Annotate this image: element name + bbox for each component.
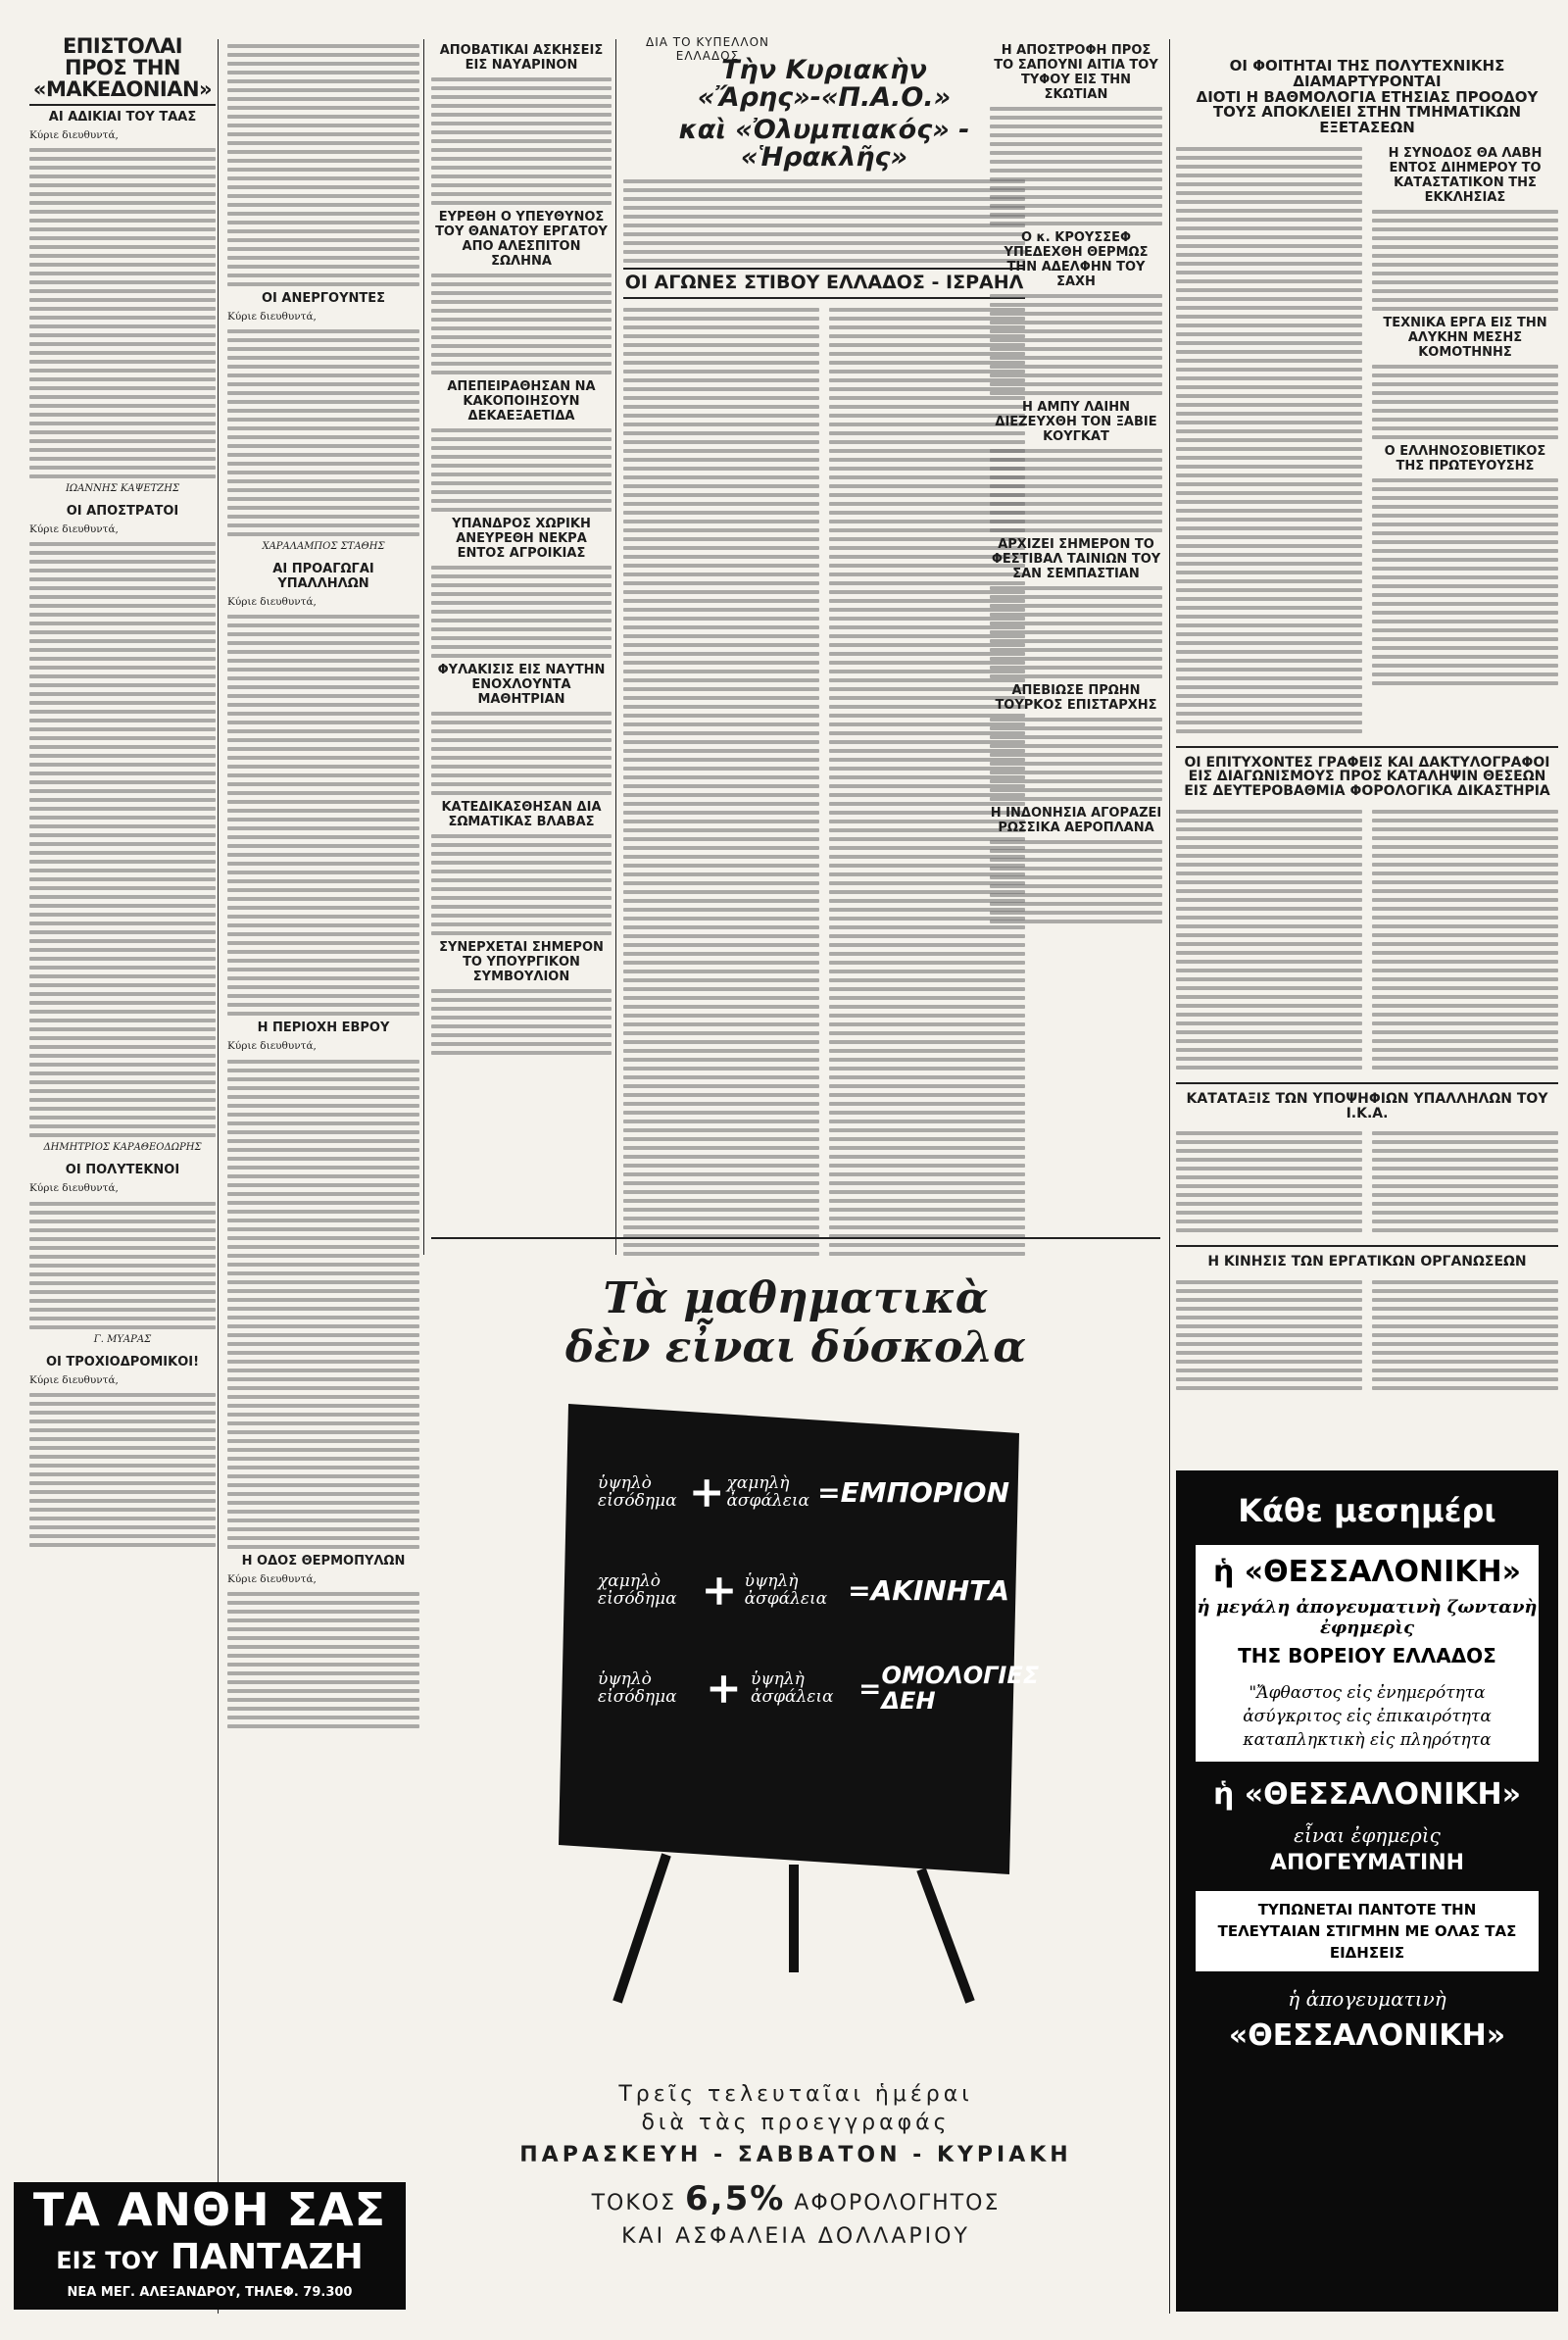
signature: Γ. ΜΥΑΡΑΣ (93, 1333, 152, 1345)
article-title: Η ΑΜΠΥ ΛΑΙΗΝ ΔΙΕΖΕΥΧΘΗ ΤΟΝ ΞΑΒΙΕ ΚΟΥΓΚΑΤ (995, 400, 1157, 444)
article-body (29, 1393, 216, 1547)
article-body (227, 44, 419, 286)
right-headline-2: ΔΙΟΤΙ Η ΒΑΘΜΟΛΟΓΙΑ ΕΤΗΣΙΑΣ ΠΡΟΟΔΟΥ (1196, 87, 1539, 106)
ad-math-headline-1: Τὰ μαθηματικὰ (603, 1273, 989, 1323)
article-title: ΟΙ ΑΠΟΣΤΡΑΤΟΙ (66, 504, 179, 520)
ad-th-brand1: ἡ «ΘΕΣΣΑΛΟΝΙΚΗ» (1212, 1555, 1522, 1589)
salutation: Κύριε διευθυντά, (227, 596, 317, 609)
article-body (227, 615, 419, 1016)
ad-footer-line1: Τρεῖς τελευταῖαι ἡμέραι (618, 2082, 973, 2107)
blackboard-equations (598, 1443, 1040, 1737)
article-title: ΑΠΕΠΕΙΡΑΘΗΣΑΝ ΝΑ ΚΑΚΟΠΟΙΗΣΟΥΝ ΔΕΚΑΕΞΑΕΤΙΔΑ (447, 379, 596, 423)
article-title: ΤΕΧΝΙΚΑ ΕΡΓΑ ΕΙΣ ΤΗΝ ΑΛΥΚΗΝ ΜΕΣΗΣ ΚΟΜΟΤΗΝΗΣ (1383, 315, 1547, 360)
thessaloniki-advertisement (1176, 1470, 1558, 2312)
article-title: Ο κ. ΚΡΟΥΣΣΕΦ ΥΠΕΔΕΧΘΗ ΘΕΡΜΩΣ ΤΗΝ ΑΔΕΛΦΗΝ ΤΟΥ ΣΑΧΗ (1004, 230, 1149, 289)
column-rule (423, 39, 424, 1255)
ad-th-brand2: ἡ «ΘΕΣΣΑΛΟΝΙΚΗ» (1212, 1777, 1522, 1812)
sports-kicker: ΔΙΑ ΤΟ ΚΥΠΕΛΛΟΝ ΕΛΛΑΔΟΣ (645, 35, 769, 63)
flowers-advertisement (14, 2182, 406, 2310)
ad-th-line7: ἡ ἀπογευματινὴ (1288, 1987, 1446, 2011)
equation-right: χαμηλὴ ἀσφάλεια (726, 1473, 809, 1511)
ad-flowers-address: ΝΕΑ ΜΕΓ. ΑΛΕΞΑΝΔΡΟΥ, ΤΗΛΕΦ. 79.300 (67, 2285, 353, 2300)
article-title: ΥΠΑΝΔΡΟΣ ΧΩΡΙΚΗ ΑΝΕΥΡΕΘΗ ΝΕΚΡΑ ΕΝΤΟΣ ΑΓΡΟΙΚΙΑΣ (452, 517, 591, 561)
article-title: ΑΙ ΑΔΙΚΙΑΙ ΤΟΥ ΤΑΑΣ (48, 110, 197, 125)
bond-advertisement (431, 1237, 1160, 2315)
salutation: Κύριε διευθυντά, (227, 1572, 317, 1585)
article-title: ΑΙ ΠΡΟΑΓΩΓΑΙ ΥΠΑΛΛΗΛΩΝ (272, 562, 374, 592)
equation-result: ΕΜΠΟΡΙΟΝ (840, 1475, 1010, 1509)
ad-th-line6: ΤΥΠΩΝΕΤΑΙ ΠΑΝΤΟΤΕ ΤΗΝ ΤΕΛΕΥΤΑΙΑΝ ΣΤΙΓΜΗΝ ΜΕ ΟΛΑΣ ΤΑΣ ΕΙΔΗΣΕΙΣ (1196, 1891, 1539, 1971)
article-title: ΚΑΤΕΔΙΚΑΣΘΗΣΑΝ ΔΙΑ ΣΩΜΑΤΙΚΑΣ ΒΛΑΒΑΣ (441, 800, 602, 829)
signature: ΙΩΑΝΝΗΣ ΚΑΨΕΤΖΗΣ (65, 483, 180, 495)
ad-th-line3: ΤΗΣ ΒΟΡΕΙΟΥ ΕΛΛΑΔΟΣ (1238, 1644, 1496, 1668)
article-body (29, 1202, 216, 1329)
ad-th-line2: ἡ μεγάλη ἀπογευματινὴ ζωντανὴ ἐφημερὶς (1197, 1597, 1538, 1638)
article-body (227, 1592, 419, 1728)
article-title: ΟΙ ΠΟΛΥΤΕΚΝΟΙ (65, 1163, 180, 1178)
article-title: ΕΥΡΕΘΗ Ο ΥΠΕΥΘΥΝΟΣ ΤΟΥ ΘΑΝΑΤΟΥ ΕΡΓΑΤΟΥ ΑΠΟ ΑΛΕΣΠΙΤΟΝ ΣΩΛΗΝΑ (435, 210, 608, 269)
sports-headline-1: Τὴν Κυριακὴν «Ἄρης»-«Π.Α.Ο.» (697, 55, 952, 114)
ad-footer-rate: 6,5% (685, 2179, 786, 2218)
ad-th-line5: ΑΠΟΓΕΥΜΑΤΙΝΗ (1269, 1851, 1465, 1875)
article-title: ΣΥΝΕΡΧΕΤΑΙ ΣΗΜΕΡΟΝ ΤΟ ΥΠΟΥΡΓΙΚΟΝ ΣΥΜΒΟΥΛΙΟΝ (439, 940, 604, 984)
equation-row: ὑψηλὸ εἰσόδημα + χαμηλὴ ἀσφάλεια = ΕΜΠΟΡΙΟΝ (598, 1467, 1010, 1518)
letters-headline: ΕΠΙΣΤΟΛΑΙ ΠΡΟΣ ΤΗΝ «ΜΑΚΕΔΟΝΙΑΝ» (32, 34, 213, 102)
signature: ΧΑΡΑΛΑΜΠΟΣ ΣΤΑΘΗΣ (262, 541, 385, 553)
article-title: Η ΙΝΔΟΝΗΣΙΑ ΑΓΟΡΑΖΕΙ ΡΩΣΣΙΚΑ ΑΕΡΟΠΛΑΝΑ (990, 806, 1162, 835)
right-headline-3: ΤΟΥΣ ΑΠΟΚΛΕΙΕΙ ΣΤΗΝ ΤΜΗΜΑΤΙΚΩΝ ΕΞΕΤΑΣΕΩΝ (1212, 103, 1522, 136)
ad-footer-line5: ΚΑΙ ΑΣΦΑΛΕΙΑ ΔΟΛΛΑΡΙΟΥ (621, 2224, 970, 2249)
salutation: Κύριε διευθυντά, (29, 523, 119, 536)
letters-column-2 (227, 39, 419, 1733)
column-rule (218, 39, 219, 2314)
article-title: Η ΟΔΟΣ ΘΕΡΜΟΠΥΛΩΝ (241, 1553, 406, 1568)
ad-footer-line2: διὰ τὰς προεγγραφάς (641, 2111, 951, 2135)
ika-headline: ΚΑΤΑΤΑΞΙΣ ΤΩΝ ΥΠΟΨΗΦΙΩΝ ΥΠΑΛΛΗΛΩΝ ΤΟΥ Ι.Κ.Α. (1186, 1090, 1548, 1121)
ad-flowers-brand: ΠΑΝΤΑΖΗ (171, 2237, 364, 2277)
ad-th-line1: Κάθε μεσημέρι (1238, 1492, 1496, 1529)
article-title: Ο ΕΛΛΗΝΟΣΟΒΙΕΤΙΚΟΣ ΤΗΣ ΠΡΩΤΕΥΟΥΣΗΣ (1384, 443, 1546, 473)
article-body (227, 329, 419, 536)
article-title: ΟΙ ΤΡΟΧΙΟΔΡΟΜΙΚΟΙ! (45, 1354, 200, 1369)
article-title: Η ΣΥΝΟΔΟΣ ΘΑ ΛΑΒΗ ΕΝΤΟΣ ΔΙΗΜΕΡΟΥ ΤΟ ΚΑΤΑΣΤΑΤΙΚΟΝ ΤΗΣ ΕΚΚΛΗΣΙΑΣ (1388, 145, 1543, 205)
equation-result: ΟΜΟΛΟΓΙΕΣ ΔΕΗ (881, 1662, 1040, 1715)
letters-column (29, 35, 216, 1552)
equation-left: χαμηλὸ εἰσόδημα (598, 1571, 677, 1609)
equation-row: χαμηλὸ εἰσόδημα + ὑψηλὴ ἀσφάλεια = ΑΚΙΝΗΤΑ (598, 1565, 1009, 1616)
ad-th-brand3: «ΘΕΣΣΑΛΟΝΙΚΗ» (1228, 2018, 1506, 2053)
article-title: Η ΑΠΟΣΤΡΟΦΗ ΠΡΟΣ ΤΟ ΣΑΠΟΥΝΙ ΑΙΤΙΑ ΤΟΥ ΤΥΦΟΥ ΕΙΣ ΤΗΝ ΣΚΩΤΙΑΝ (994, 43, 1158, 102)
salutation: Κύριε διευθυντά, (29, 129, 119, 142)
article-title: ΑΡΧΙΖΕΙ ΣΗΜΕΡΟΝ ΤΟ ΦΕΣΤΙΒΑΛ ΤΑΙΝΙΩΝ ΤΟΥ ΣΑΝ ΣΕΜΠΑΣΤΙΑΝ (991, 537, 1161, 581)
ad-footer-line3: ΠΑΡΑΣΚΕΥΗ - ΣΑΒΒΑΤΟΝ - ΚΥΡΙΑΚΗ (519, 2143, 1072, 2167)
ad-math-footer (431, 2082, 1160, 2249)
equation-result: ΑΚΙΝΗΤΑ (870, 1573, 1009, 1607)
equation-right: ὑψηλὴ ἀσφάλεια (744, 1571, 828, 1609)
ad-th-line4: εἶναι ἐφημερὶς (1294, 1823, 1441, 1847)
ad-flowers-line2a: ΕΙΣ ΤΟΥ (56, 2247, 159, 2274)
news-column-5 (990, 39, 1162, 928)
salutation: Κύριε διευθυντά, (227, 1040, 317, 1053)
salutation: Κύριε διευθυντά, (29, 1373, 119, 1386)
sports-headline-2: καὶ «Ὀλυμπιακός» - «Ἡρακλῆς» (678, 114, 970, 174)
labor-headline: Η ΚΙΝΗΣΙΣ ΤΩΝ ΕΡΓΑΤΙΚΩΝ ΟΡΓΑΝΩΣΕΩΝ (1207, 1254, 1527, 1270)
article-body (29, 542, 216, 1137)
equation-right: ὑψηλὴ ἀσφάλεια (751, 1669, 834, 1707)
ad-footer-rate-label: ΤΟΚΟΣ (591, 2191, 676, 2216)
ad-th-quote: "Ἄφθαστος εἰς ἐνημερότητα ἀσύγκριτος εἰς ἐπικαιρότητα καταπληκτικὴ εἰς πληρότητα (1243, 1683, 1492, 1750)
sports-headline-3: ΟΙ ΑΓΩΝΕΣ ΣΤΙΒΟΥ ΕΛΛΑΔΟΣ - ΙΣΡΑΗΛ (624, 272, 1024, 294)
ad-math-headline-2: δὲν εἶναι δύσκολα (564, 1322, 1027, 1372)
column-rule (615, 39, 616, 1255)
signature: ΔΗΜΗΤΡΙΟΣ ΚΑΡΑΘΕΟΔΩΡΗΣ (43, 1142, 202, 1154)
column-rule (1169, 39, 1170, 2314)
equation-row: ὑψηλὸ εἰσόδημα + ὑψηλὴ ἀσφάλεια = ΟΜΟΛΟΓΙΕΣ ΔΕΗ (598, 1662, 1040, 1715)
equation-left: ὑψηλὸ εἰσόδημα (598, 1473, 677, 1511)
article-title: ΑΠΟΒΑΤΙΚΑΙ ΑΣΚΗΣΕΙΣ ΕΙΣ ΝΑΥΑΡΙΝΟΝ (439, 43, 604, 73)
right-headline-1: ΟΙ ΦΟΙΤΗΤΑΙ ΤΗΣ ΠΟΛΥΤΕΧΝΙΚΗΣ ΔΙΑΜΑΡΤΥΡΟΝΤΑΙ (1229, 57, 1505, 90)
salutation: Κύριε διευθυντά, (227, 311, 317, 323)
article-title: Η ΠΕΡΙΟΧΗ ΕΒΡΟΥ (257, 1021, 390, 1036)
sports-headline-block (623, 57, 1025, 1261)
article-title: ΟΙ ΑΝΕΡΓΟΥΝΤΕΣ (261, 291, 386, 306)
ad-footer-taxfree: ΑΦΟΡΟΛΟΓΗΤΟΣ (794, 2191, 1001, 2216)
article-body (29, 148, 216, 478)
salutation: Κύριε διευθυντά, (29, 1182, 119, 1195)
right-news-area (1176, 59, 1558, 1395)
exam-results-headline: ΟΙ ΕΠΙΤΥΧΟΝΤΕΣ ΓΡΑΦΕΙΣ ΚΑΙ ΔΑΚΤΥΛΟΓΡΑΦΟΙ ΕΙΣ ΔΙΑΓΩΝΙΣΜΟΥΣ ΠΡΟΣ ΚΑΤΑΛΗΨΙΝ ΘΕΣΕΩΝ ΕΙΣ ΔΕΥΤΕΡΟΒΑΘΜΙΑ ΦΟΡΟΛΟΓΙΚΑ ΔΙΚΑΣΤΗΡΙΑ (1184, 754, 1550, 800)
equation-left: ὑψηλὸ εἰσόδημα (598, 1669, 677, 1707)
article-title: ΑΠΕΒΙΩΣΕ ΠΡΩΗΝ ΤΟΥΡΚΟΣ ΕΠΙΣΤΑΡΧΗΣ (995, 683, 1157, 713)
ad-flowers-line1: ΤΑ ΑΝΘΗ ΣΑΣ (32, 2183, 387, 2236)
article-body (227, 1060, 419, 1549)
news-column-3 (431, 39, 612, 1060)
article-title: ΦΥΛΑΚΙΣΙΣ ΕΙΣ ΝΑΥΤΗΝ ΕΝΟΧΛΟΥΝΤΑ ΜΑΘΗΤΡΙΑΝ (437, 663, 606, 707)
